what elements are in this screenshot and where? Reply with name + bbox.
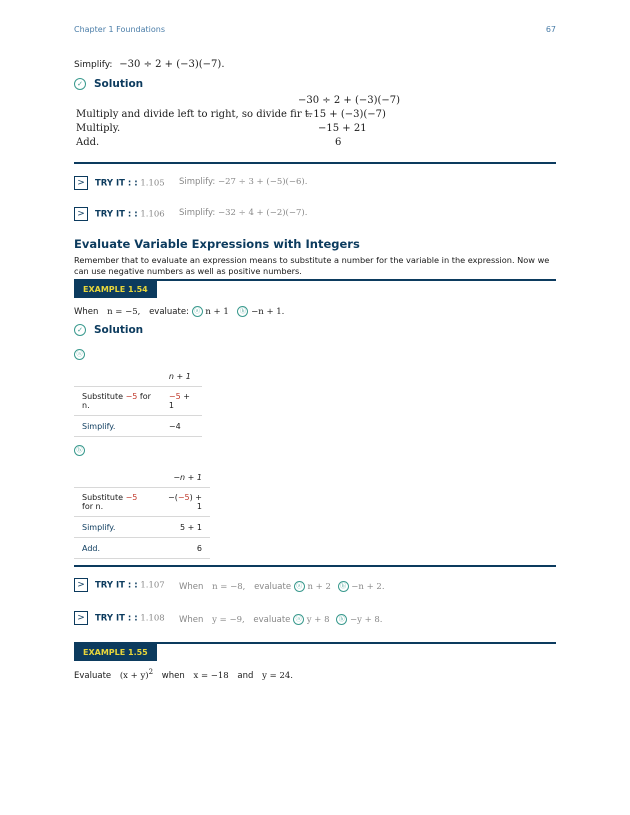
example-problem — [74, 306, 284, 317]
try-it-problem — [179, 208, 307, 218]
problem-label: When — [179, 582, 204, 592]
step-value — [159, 488, 210, 517]
label-text: for n. — [82, 392, 151, 410]
try-it-number: 1.106 — [140, 209, 165, 220]
part-a-expression: n + 2 — [307, 582, 331, 592]
part-a-marker: ⓐ — [294, 581, 305, 592]
chevron-right-icon[interactable]: > — [74, 611, 88, 625]
part-b-marker — [74, 440, 85, 459]
check-circle-icon: ✓ — [74, 324, 86, 336]
part-b-expression: −n + 1. — [251, 307, 285, 317]
example-problem — [74, 668, 293, 681]
evaluate-label: evaluate — [254, 582, 292, 592]
label-text: Substitute — [82, 392, 126, 401]
solution-label: Solution — [94, 324, 144, 336]
evaluate-label: evaluate — [253, 615, 291, 625]
try-it-label: TRY IT : : — [95, 613, 138, 624]
chevron-right-icon[interactable]: > — [74, 207, 88, 221]
label-text: Substitute — [82, 493, 126, 502]
table-header: n + 1 — [161, 366, 202, 387]
try-it-1-106 — [74, 207, 556, 221]
problem-expression: −32 ÷ 4 + (−2)(−7). — [217, 208, 308, 218]
table-row — [74, 538, 210, 559]
try-it-label: TRY IT : : — [95, 209, 138, 220]
divider — [74, 565, 556, 567]
table-row — [74, 488, 210, 517]
try-it-1-107 — [74, 578, 556, 592]
section-body: Remember that to evaluate an expression means to substitute a number for the variable in the expression. Now we can use negative numbers as well as positive numbers. — [74, 255, 550, 276]
try-it-problem — [179, 614, 383, 625]
problem-label: Simplify: — [179, 208, 216, 218]
x-condition: x = −18 — [193, 670, 229, 681]
condition: n = −5, — [107, 307, 141, 317]
highlight-value: −5 — [125, 493, 138, 502]
example-banner: EXAMPLE 1.54 — [74, 281, 157, 298]
part-b-expression: −n + 2. — [351, 582, 385, 592]
table-header: −n + 1 — [159, 467, 210, 488]
try-it-number: 1.108 — [140, 613, 165, 624]
page-number: 67 — [545, 25, 556, 34]
example-problem — [74, 59, 225, 70]
chevron-right-icon[interactable]: > — [74, 578, 88, 592]
highlight-value: −5 — [177, 493, 190, 502]
part-b-marker: ⓑ — [336, 614, 347, 625]
condition: n = −8, — [212, 582, 246, 592]
divider — [74, 162, 556, 164]
value-text: + 1 — [168, 392, 190, 410]
step-text: Add. — [76, 137, 100, 148]
steps-table-a — [74, 366, 202, 437]
step-value: 6 — [159, 538, 210, 559]
table-row — [74, 387, 202, 416]
try-it-problem — [179, 581, 385, 592]
problem-expression: −27 ÷ 3 + (−5)(−6). — [217, 177, 308, 187]
problem-label: Simplify: — [74, 60, 113, 70]
part-b-circle: ⓑ — [74, 445, 85, 456]
part-a-circle: ⓐ — [74, 349, 85, 360]
section-title: Evaluate Variable Expressions with Integers — [74, 237, 360, 251]
step-label: Simplify. — [74, 517, 159, 538]
step-value: 5 + 1 — [159, 517, 210, 538]
value-text: ) + 1 — [189, 493, 202, 511]
try-it-number: 1.107 — [140, 580, 165, 591]
chevron-right-icon[interactable]: > — [74, 176, 88, 190]
table-row — [74, 517, 210, 538]
try-it-1-108 — [74, 611, 556, 625]
part-a-marker — [74, 344, 85, 363]
step-value: −4 — [161, 416, 202, 437]
try-it-label: TRY IT : : — [95, 178, 138, 189]
step-label — [74, 488, 159, 517]
try-it-problem — [179, 177, 307, 187]
evaluate-label: evaluate: — [149, 307, 189, 317]
step-math: −15 + (−3)(−7) — [305, 109, 386, 120]
part-a-marker: ⓐ — [192, 306, 203, 317]
part-a-expression: y + 8 — [306, 615, 330, 625]
problem-label: When — [179, 615, 204, 625]
highlight-value: −5 — [168, 392, 181, 401]
chapter-title: Chapter 1 Foundations — [74, 25, 165, 34]
value-text: −( — [168, 493, 178, 502]
part-a-expression: n + 1 — [205, 307, 229, 317]
condition: y = −9, — [212, 615, 245, 625]
step-text: Multiply and divide left to right, so divide fir t. — [76, 109, 312, 120]
example-banner: EXAMPLE 1.55 — [74, 644, 157, 661]
step-label — [74, 387, 161, 416]
solution-heading — [74, 324, 143, 336]
solution-heading — [74, 78, 143, 90]
expression: (x + y) — [119, 670, 149, 681]
check-circle-icon: ✓ — [74, 78, 86, 90]
part-b-expression: −y + 8. — [349, 615, 383, 625]
evaluate-label: Evaluate — [74, 670, 112, 681]
page-header — [74, 25, 556, 34]
step-label: Simplify. — [74, 416, 161, 437]
step-math: 6 — [335, 137, 342, 148]
part-b-marker: ⓑ — [338, 581, 349, 592]
exponent: 2 — [148, 668, 154, 676]
solution-label: Solution — [94, 78, 144, 90]
step-label: Add. — [74, 538, 159, 559]
y-condition: y = 24. — [262, 670, 293, 681]
step-value — [161, 387, 202, 416]
try-it-number: 1.105 — [140, 178, 165, 189]
part-a-marker: ⓐ — [293, 614, 304, 625]
when-label: when — [161, 670, 185, 681]
step-math: −15 + 21 — [318, 123, 367, 134]
label-text: for n. — [82, 502, 104, 511]
solution-start-expression: −30 ÷ 2 + (−3)(−7) — [298, 95, 401, 106]
and-label: and — [237, 670, 254, 681]
try-it-1-105 — [74, 176, 556, 190]
problem-label: Simplify: — [179, 177, 216, 187]
try-it-label: TRY IT : : — [95, 580, 138, 591]
steps-table-b — [74, 467, 210, 559]
highlight-value: −5 — [125, 392, 138, 401]
step-text: Multiply. — [76, 123, 121, 134]
part-b-marker: ⓑ — [237, 306, 248, 317]
problem-expression: −30 ÷ 2 + (−3)(−7). — [119, 59, 225, 70]
table-row — [74, 416, 202, 437]
when-label: When — [74, 307, 99, 317]
